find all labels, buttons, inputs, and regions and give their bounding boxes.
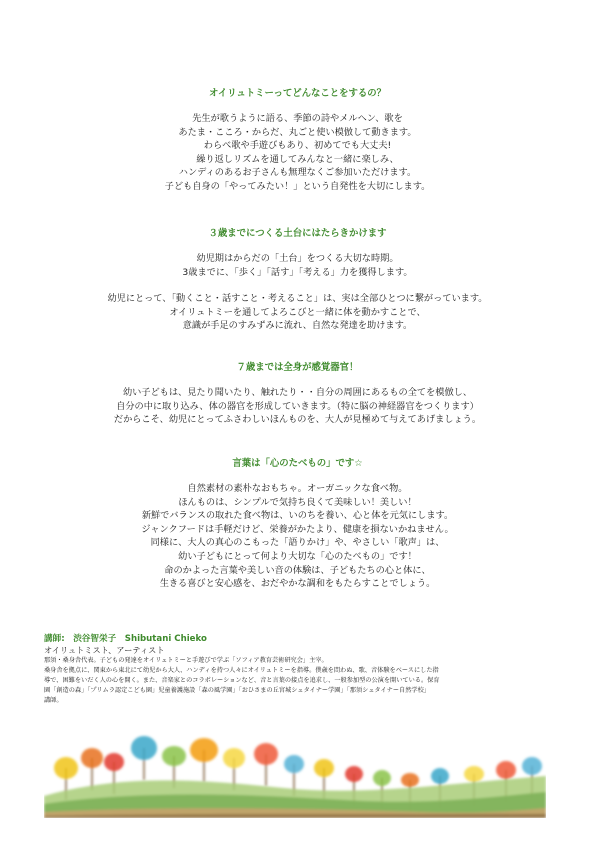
section-foundation-by-three (40, 228, 555, 333)
body-line: 子ども自身の「やってみたい！」という自発性を大切にします。 (164, 180, 431, 192)
section-body (40, 386, 555, 427)
tree-canopy (104, 753, 124, 771)
tree-canopy (314, 759, 334, 777)
section-what-is-eurythmy (40, 88, 555, 194)
tree-canopy (496, 761, 516, 779)
tree-canopy (81, 748, 103, 768)
body-line: 繰り返しリズムを通してみんなと一緒に楽しみ、 (196, 153, 399, 165)
body-line: 幼い子どもは、見たり聞いたり、触れたり・・自分の周囲にあるもの全てを模倣し、 (122, 387, 473, 398)
section-body (40, 482, 555, 591)
body-line: ほんものは、シンプルで気持ち良くて美味しい！美しい！ (178, 496, 417, 508)
body-line: 幼児にとって、「動くこと・話すこと・考えること」は、実は全部ひとつに繋がっています。 (107, 293, 488, 305)
body-line: 意識が手足のすみずみに流れ、自然な発達を助けます。 (182, 320, 413, 332)
section-heading: ３歳までにつくる土台にはたらきかけます (208, 228, 387, 239)
section-heading: 言葉は「心のたべもの」です☆ (232, 458, 363, 469)
tree-canopy (345, 766, 363, 782)
body-line: 同様に、大人の真心のこもった「語りかけ」や、やさしい「歌声」は、 (150, 537, 445, 549)
tree-canopy (431, 768, 449, 784)
bio-line: 講師。 (44, 697, 63, 704)
section-sensory-organ (40, 362, 555, 427)
tree-canopy (162, 746, 186, 766)
bio-line: 園「創造の森」「プリムラ認定こども園」児童養護施設「森の風学園」「おひさまの丘宮城シュタイナー学園」「那須シュタイナー自然学校」 (44, 687, 430, 694)
tree-canopy (522, 757, 542, 775)
tree-canopy (54, 757, 78, 779)
tree-canopy (131, 736, 157, 760)
body-line: 生きる喜びと安心感を、おだやかな調和をもたらすことでしょう。 (159, 578, 436, 590)
section-body (40, 252, 555, 333)
body-line: 自然素材の素朴なおもちゃ。オーガニックな食べ物。 (187, 483, 408, 494)
tree-canopy (284, 755, 304, 773)
bio-line: 導で、困難をいだく人の心を開く。また、音楽家とのコラボレーションなど、音と言葉の接点を追求し、一般参加型の公演を開いている。保育 (44, 677, 440, 684)
body-line: ジャンクフードは手軽だけど、栄養がかたより、健康を損ないかねません。 (141, 523, 454, 535)
bio-line: 那須・桑身舎代表。子どもの発達をオイリュトミーと手遊びで学ぶ「ソフィア教育芸術研究会」主宰。 (44, 657, 328, 664)
body-line: 幼い子どもにとって何より大切な「心のたべもの」です！ (178, 550, 417, 562)
section-heading: ７歳までは全身が感覚器官！ (236, 362, 359, 373)
instructor-role: オイリュトミスト、アーティスト (44, 645, 165, 655)
body-line: わらべ歌や手遊びもあり、初めてでも大丈夫! (203, 140, 392, 152)
body-line: 先生が歌うように語る、季節の詩やメルヘン、歌を (192, 113, 403, 124)
section-body (40, 112, 555, 194)
watercolor-trees-illustration (44, 718, 546, 818)
section-words-food-for-heart (40, 458, 555, 591)
section-heading: オイリュトミーってどんなことをするの？ (209, 88, 386, 99)
body-line: 新鮮でバランスの取れた食べ物は、いのちを養い、心と体を元気にします。 (141, 510, 454, 522)
instructor-name: 講師: 渋谷智栄子 Shibutani Chieko (44, 634, 207, 644)
tree-canopy (401, 773, 419, 787)
body-line: ハンディのあるお子さんも無理なくご参加いただけます。 (178, 167, 417, 179)
body-line: オイリュトミーを通してよろこびと一緒に体を動かすことで、 (169, 306, 426, 318)
tree-canopy (190, 738, 218, 762)
body-line: あたま・こころ・からだ、丸ごと使い模倣して動きます。 (178, 126, 417, 138)
body-line: 自分の中に取り込み、体の器官を形成していきます。（特に脳の神経器官をつくります） (116, 400, 479, 412)
tree-canopy (464, 766, 484, 782)
body-line: 幼児期はからだの「土台」をつくる大切な時期。 (196, 253, 399, 264)
bio-line: 桑身舎を拠点に、関東から東北にて幼児から大人、ハンディを持つ人々にオイリュトミーを指導。僕歳を問わぬ、歌、音体験をベースにした指 (44, 667, 439, 674)
body-line: 命のかよった言葉や美しい音の体験は、子どもたちの心と体に、 (164, 564, 431, 576)
body-line: 3歳までに、「歩く」「話す」「考える」力を獲得します。 (182, 266, 413, 278)
body-line: だからこそ、幼児にとってふさわしいほんものを、大人が見極めて与えてあげましょう。 (113, 414, 482, 426)
tree-canopy (254, 743, 278, 765)
instructor-profile (44, 634, 564, 706)
tree-canopy (223, 748, 245, 768)
tree-canopy (373, 770, 391, 786)
instructor-bio (44, 656, 564, 706)
